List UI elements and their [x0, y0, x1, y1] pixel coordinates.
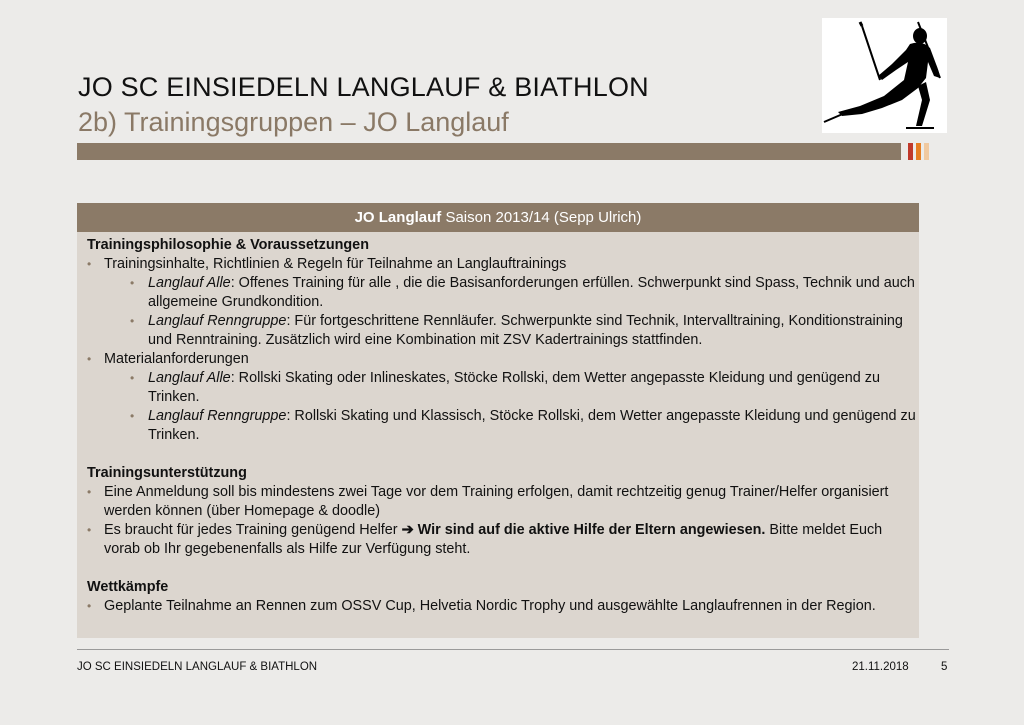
sub-bullet-alle-em: Langlauf Alle	[148, 275, 231, 291]
sub-bullet-alle-text: : Offenes Training für alle , die die Basisanforderungen erfüllen. Schwerpunkt sind Spass, Technik und auch allgemeine Grundkondition.	[148, 275, 915, 310]
section-heading-philosophy: Trainingsphilosophie & Voraussetzungen	[87, 237, 369, 253]
footer-date: 21.11.2018	[852, 661, 909, 673]
section-heading-support: Trainingsunterstützung	[87, 465, 247, 481]
sub-bullet-material-renngruppe-em: Langlauf Renngruppe	[148, 408, 287, 424]
color-stripes	[908, 143, 929, 160]
card-header-bold: JO Langlauf	[354, 209, 442, 226]
page-subtitle: 2b) Trainingsgruppen – JO Langlauf	[78, 107, 509, 137]
spacer	[87, 559, 919, 578]
arrow-right-icon: ➔	[401, 522, 414, 538]
bullet-helpers-bold: Wir sind auf die aktive Hilfe der Eltern angewiesen.	[413, 522, 766, 538]
card-body	[77, 232, 919, 616]
biathlon-skier-icon	[822, 18, 947, 133]
bullet-registration: • Eine Anmeldung soll bis mindestens zwei Tage vor dem Training erfolgen, damit rechtzeitig genug Trainer/Helfer organisiert werden können (über Homepage & doodle)	[87, 483, 919, 521]
bullet-material: • Materialanforderungen	[87, 350, 919, 369]
sub-bullet-material-alle-text: : Rollski Skating oder Inlineskates, Stöcke Rollski, dem Wetter angepasste Kleidung und genügend zu Trinken.	[148, 370, 880, 405]
logo	[822, 18, 947, 133]
stripe-red	[908, 143, 913, 160]
bullet-competitions: • Geplante Teilnahme an Rennen zum OSSV Cup, Helvetia Nordic Trophy und ausgewählte Langlaufrennen in der Region.	[87, 597, 919, 616]
page-number: 5	[941, 661, 948, 673]
section-heading-competitions: Wettkämpfe	[87, 579, 169, 595]
bullet-helpers-pre: Es braucht für jedes Training genügend Helfer	[104, 522, 402, 538]
footer-title: JO SC EINSIEDELN LANGLAUF & BIATHLON	[77, 661, 318, 673]
bullet-helpers-post: Bitte meldet Euch vorab ob Ihr gegebenenfalls als Hilfe zur Verfügung steht.	[104, 522, 883, 557]
sub-bullet-alle	[87, 274, 919, 312]
sub-bullet-renngruppe-text: : Für fortgeschrittene Rennläufer. Schwerpunkte sind Technik, Intervalltraining, Konditionstraining und Renntraining. Zusätzlich wird eine Kombination mit ZSV Kadertrainings stattfinden.	[148, 313, 903, 348]
sub-bullet-material-alle-em: Langlauf Alle	[148, 370, 231, 386]
bullet-helpers	[87, 521, 919, 559]
title-rule	[77, 143, 901, 160]
stripe-peach	[924, 143, 929, 160]
card-header-rest: Saison 2013/14 (Sepp Ulrich)	[441, 209, 642, 226]
spacer	[87, 445, 919, 464]
bullet-training-rules: • Trainingsinhalte, Richtlinien & Regeln für Teilnahme an Langlauftrainings	[87, 255, 919, 274]
sub-bullet-material-renngruppe	[87, 407, 919, 445]
card-header	[77, 203, 919, 232]
sub-bullet-material-renngruppe-text: : Rollski Skating und Klassisch, Stöcke Rollski, dem Wetter angepasste Kleidung und genügend zu Trinken.	[148, 408, 916, 443]
page-title: JO SC EINSIEDELN LANGLAUF & BIATHLON	[78, 72, 649, 102]
sub-bullet-material-alle	[87, 369, 919, 407]
sub-bullet-renngruppe	[87, 312, 919, 350]
sub-bullet-renngruppe-em: Langlauf Renngruppe	[148, 313, 287, 329]
stripe-orange	[916, 143, 921, 160]
content-card	[77, 203, 919, 638]
footer-rule	[77, 649, 949, 650]
